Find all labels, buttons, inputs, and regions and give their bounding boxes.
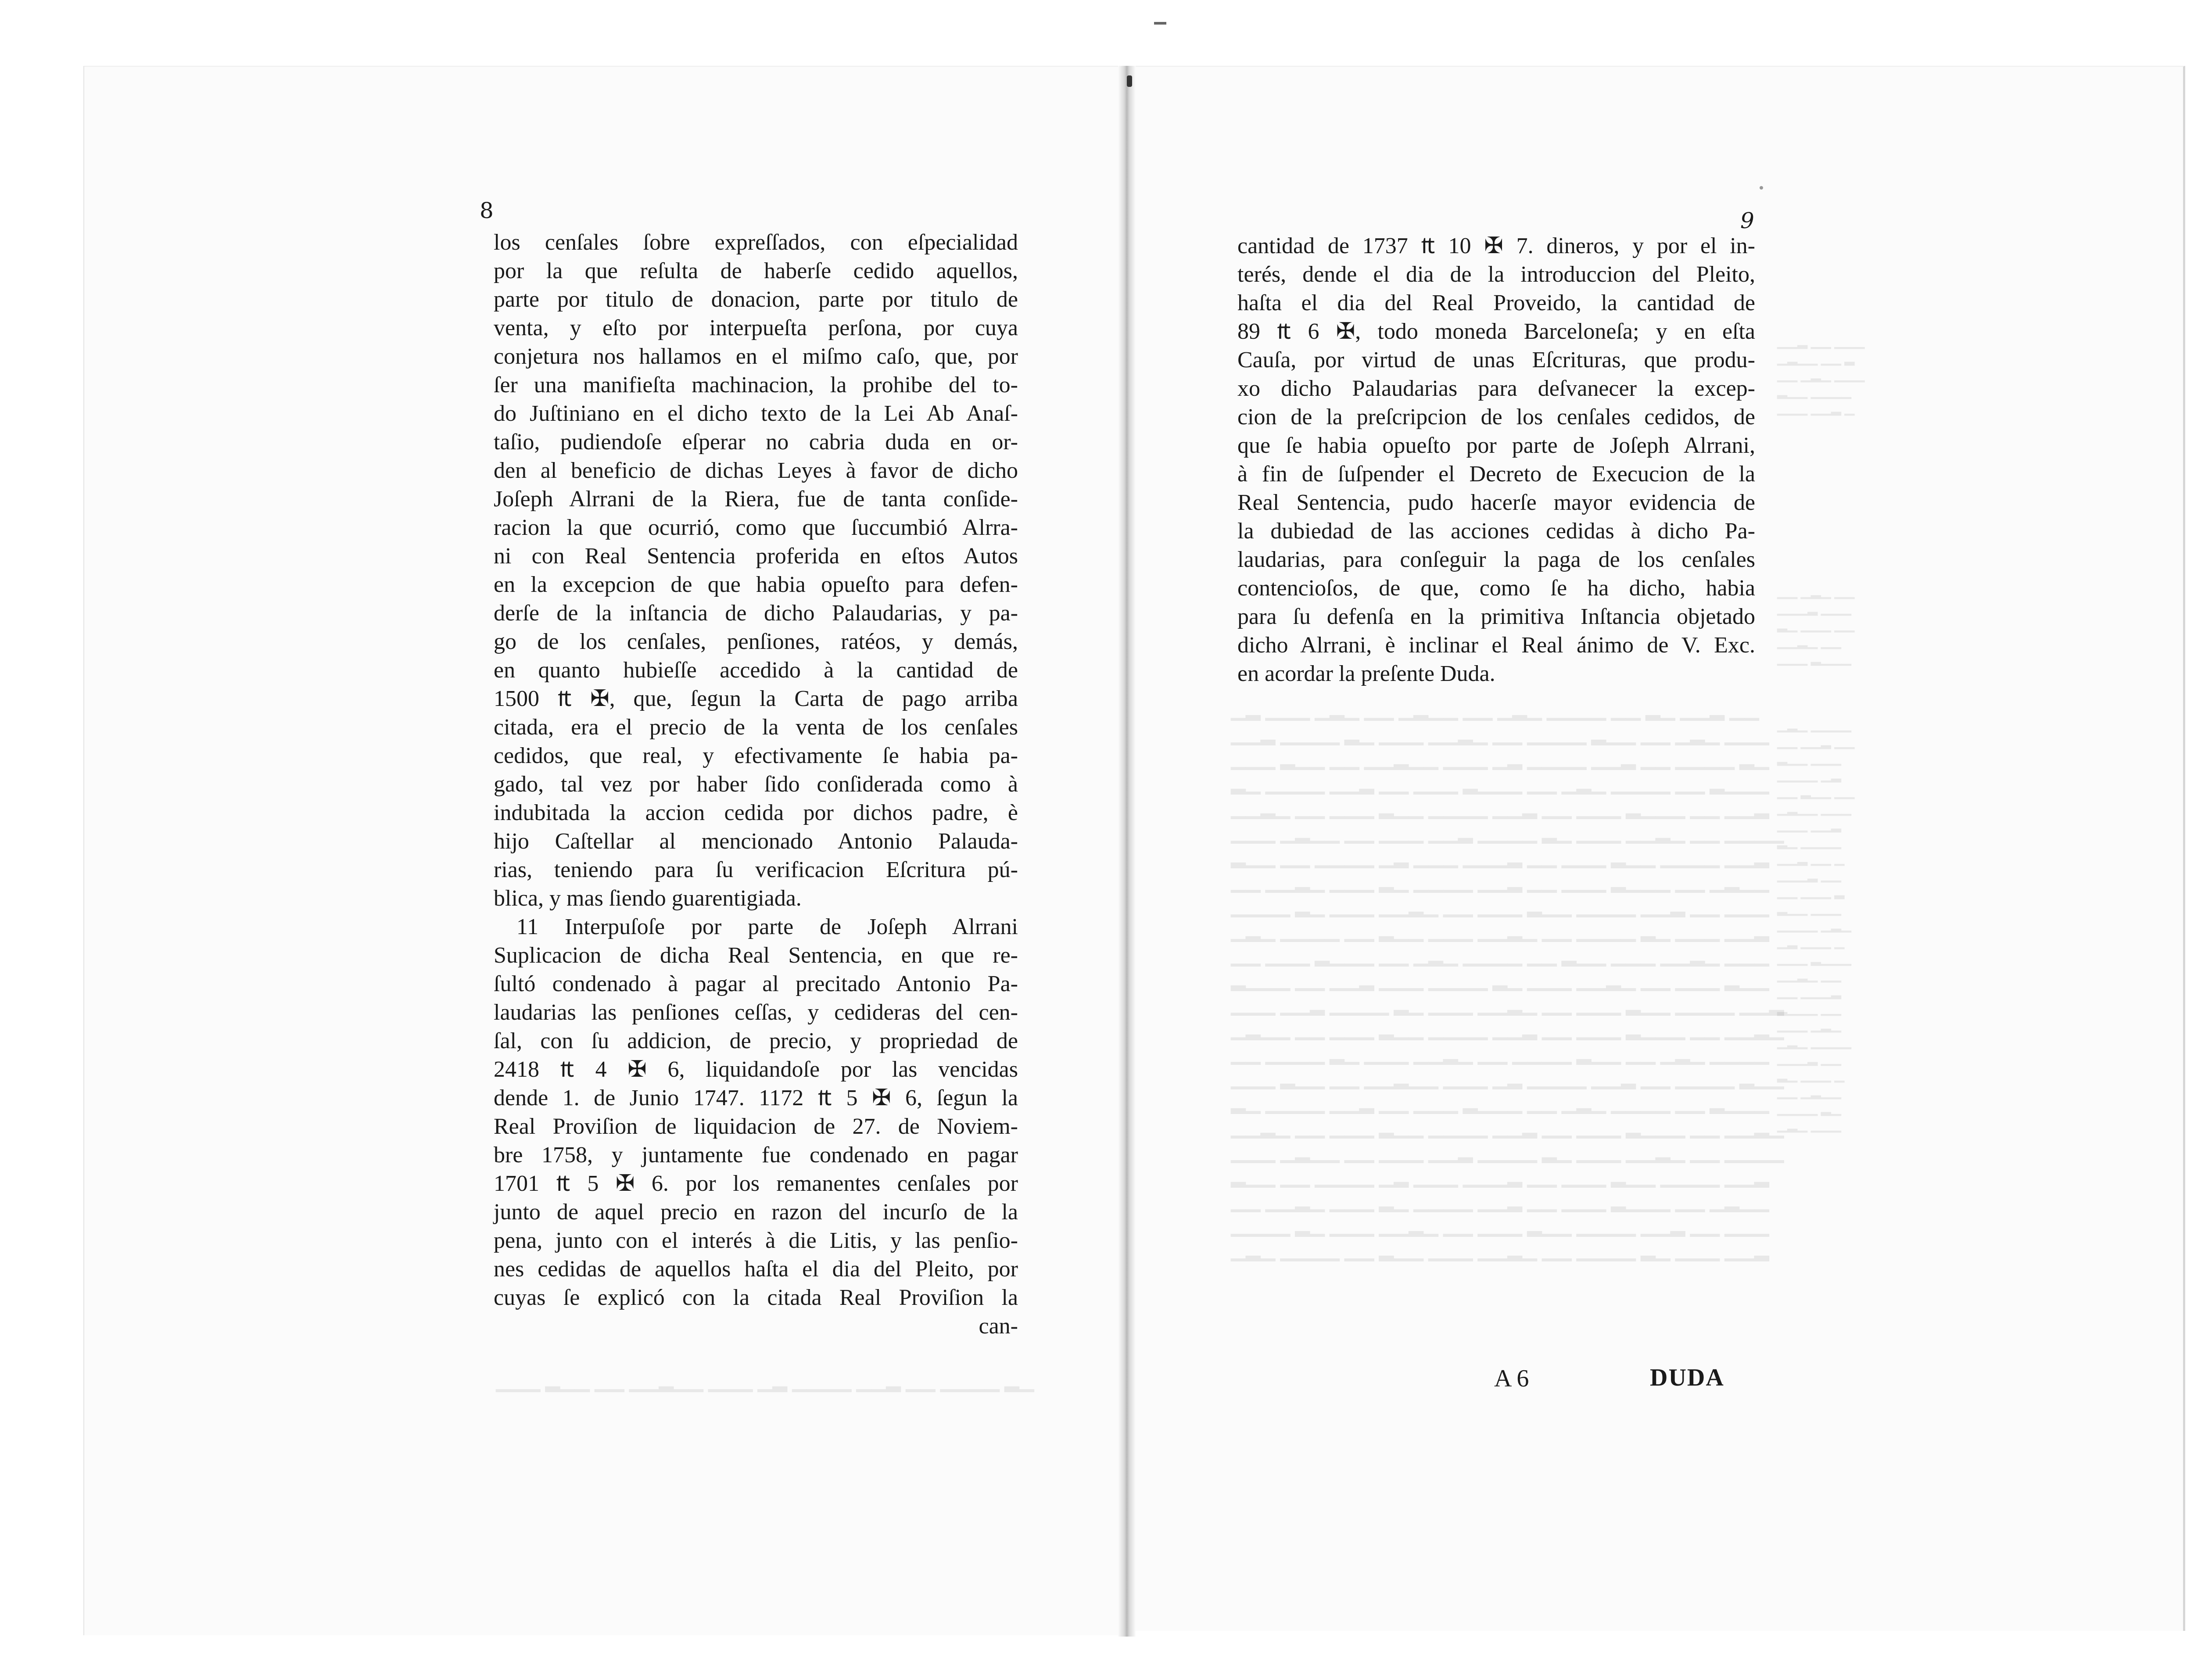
text-line: den al beneficio de dichas Leyes à favor de dicho [494, 458, 1018, 483]
text-line: 11 Interpuſoſe por parte de Joſeph Alrrani [516, 914, 1018, 939]
text-line: por la que reſulta de haberſe cedido aquellos, [494, 258, 1018, 283]
text-line: conjetura nos hallamos en el miſmo caſo, que, por [494, 344, 1018, 369]
book-gutter [1118, 66, 1136, 1637]
show-through-text: ▁▂ ▁▁▁ ▁▂▁ ▁▁ ▁▂▁▁ ▁▁ ▁▂▁ ▁▁▁▁ ▁▁ ▂▁ ▁▁▂ ▁▁ ▁▁▂ ▁▁▁▁ ▂▁ ▁▁▁ ▁▁▂▁ ▁▁ ▁▁▁▁ ▂▁▁ ▁▁ ▁▂▁ ▁▁▁ ▁▁▁ ▂▁▁ ▁▁ ▁▁▂▁▁ ▁▁▁ ▁▂ ▁▁▁▁ ▁▁▂ ▁▁ ▁▁▁▁ ▂▁ ▂▁ ▁▁▁▁ ▁▁▂ ▁▁ ▁▁▁ ▂▁▁▁ ▁▁ ▁▂▁ ▁▁▁▁ ▁▁ ▂▁▁▁ ▁▁▂▁ ▁▁ ▁▁▁ ▂▁▁ ▁▁▁▁ ▁▁▂ ▁▁ ▁▁▁ ▂▁▁▁ ▁▁ ▁▁▂ ▁▁▁ ▁▂▁▁ ▁▁ ▁▁▁ ▁▁▂ ▁▁▁▁ ▂▁ ▁▁▁ ▁▁▂▁ ▁▁ ▁▁▁▁ ▂▁▁ ▁▁ ▁▁▁▁ ▁▂ ▁▁▁ ▁▁▁▂ ▁▁ ▁▁▁ ▂▁▁ ▁▁▁▁ ▁▁▂ ▁▁ ▁▁▂▁ ▁▁▁ ▂▁ ▁▁▁▁ ▁▁▂ ▁▁ ▁▁▁ ▂▁▁▁ ▁▁ ▁▂▁▁ ▁▁▁▁ ▂▁ ▁▁▁ ▁▁▂▁ ▁▁ ▁▁▁ ▂▁▁ ▁▁▁▁ ▁▁▂ ▁▁ ▁▁▁ ▁▂▁ ▁▁▁▁ ▁▁ ▂▁▁ ▁▁▁ ▁▁▂▁ ▁▁ ▁▁▁▁ ▂▁ ▁▁▁ ▁▁▂ ▁▁ ▁▁▁ ▂▁▁▁ ▁▁ ▁▂▁ ▁▁▁▁ ▁▁ ▂▁▁ ▁▁▁ ▁▁▂▁ ▁▁▁ ▂▁▁▁ ▁▁ ▁▁▂ ▁▁▁ ▁▁▁▁ ▂▁ ▁▁▁ ▁▁▂▁ ▁▁ ▁▁▁ ▂▁▁ ▁▁▁ ▁▁▂ ▁▁▁▁ ▂▁ ▁▁▁ ▁▁▂▁ ▁▁ ▁▁▁ ▂▁▁ ▁▁▁▁ ▁▁▂ ▁▂▁▁ ▁▁ ▁▁▁ ▂▁▁ ▁▁▁▁ ▁▁▂ ▁▁ ▁▁▁ ▂▁▁▁ ▁▁ ▁▁▂▁ ▁▁ ▁▁▁▁ ▂▁ ▁▁▁ ▁▁▂▁ ▁▁ ▁▁▁▁ ▂▁▁ ▁▁ ▁▂▁ ▁▁▁▁ ▁▁▁ ▂▁▁ ▁▁ ▁▁▂▁▁ ▁▁▁ ▁▂ ▁▁▁▁ ▁▁▂ ▁▁ ▁▁▁▁ ▂▁▁ ▂▁ ▁▁▁▁ ▁▁▂ ▁▁ ▁▁▁ ▂▁▁▁ ▁▁ ▁▂▁ ▁▁▁▁ ▁▁ ▂▁▁▁ ▁▁▂▁ ▁▁ ▁▁▁ ▂▁▁ ▁▁▁▁ ▁▁▂ ▁▁ ▁▁▁ ▂▁▁▁ ▁▁ ▁▁▂▁ ▁▁▁ ▁▂▁▁ ▁▁ ▁▁▁ ▁▁▂ ▁▁▁▁ ▂▁ ▁▁▁ ▁▁▂▁ ▁▁ ▁▁▁▁ ▂▁▁ ▁▁ ▁▁▁▁ ▁▂ ▁▁▁ ▁▁▁▂ ▁▁ ▁▁▁ ▂▁▁ ▁▁▁▁ ▁▁▂ ▁▁ ▁▁▂▁ ▁▁▁ ▂▁ ▁▁▁▁ ▁▁▂ ▁▁ ▁▁▁ ▂▁▁▁ ▁▁ ▁▂▁▁ ▁▁▁▁ ▂▁ ▁▁▁ ▁▁▂▁ ▁▁ ▁▁▁ ▂▁▁ ▁▁▁▁ ▁▁▂ ▁▁ ▁▁▁ ▁▂▁ ▁▁▁▁ ▁▁ ▂▁▁ ▁▁▁ ▁▁▂▁ ▁▁ ▁▁▁▁ ▂▁ ▁▁▁ ▁▁▂ [1231, 699, 1784, 1261]
show-through-margin-notes: ▁▁▂ ▁▁ ▁▁▁ ▁▂▁▁ ▁▁ ▂ ▁▁ ▁▂▁ ▁▁▁ ▂▁▁ ▁▁▁▁ ▁▁▁ ▁▁▂ ▁ ▁▁ ▁▂▁ ▁▁ ▁▁▁▂ ▁▁▁ ▂▁ ▁▁▁ ▁▁ ▁▁▂▁ ▁▁ ▁▁▁ ▂▁▁▁ ▁▂▁ ▁▁▁▁ ▁▁ ▁▁▂ ▁▁ ▂▁▁ ▁▁▁ ▁▁▁▁ ▁▂ ▁▁ ▂▁▁ ▁▁ ▁▂▁▁ ▁▁▁ ▁▁▁ ▁▁▂ ▂▁ ▁▁▁▁ ▁▁▂ ▁▁ ▁ ▁▁▁▂ ▁▁ ▁▁ ▁▁▁ ▂ ▂▁▁ ▁▁▁ ▁▁▁▁ ▁▂▁ ▁▂ ▁▁▁ ▁ ▁▁▁ ▂▁▁▁ ▁▁▂▁ ▁▁ ▁▁ ▁▁▁▂ ▂▁▁▁ ▁▁ ▁▁▁ ▁▂▁ ▁▂▁ ▁▁▁▁ ▁▁▁▂ ▁▁ ▂▁ ▁▁▁ ▁ ▁▁ ▁▂▁▁ ▁▁▁▁ ▂▁ ▁▂▁ ▁▁▁ [1777, 334, 1865, 1132]
paper-speck [1760, 186, 1763, 190]
left-page-number: 8 [480, 198, 494, 223]
right-page-number: 9 [1740, 208, 1754, 233]
text-line: 2418 ₶ 4 ✠ 6, liquidandoſe por las vencidas [494, 1057, 1018, 1082]
text-line: terés, dende el dia de la introduccion del Pleito, [1237, 262, 1755, 287]
text-line: gado, tal vez por haber ſido conſiderada como à [494, 772, 1018, 797]
text-line: contencioſos, de que, como ſe ha dicho, habia [1237, 576, 1755, 601]
text-line: ſer una manifieſta machinacion, la prohibe del to- [494, 373, 1018, 398]
right-page-body [1237, 232, 1755, 688]
text-line: dicho Alrrani, è inclinar el Real ánimo de V. Exc. [1237, 633, 1755, 658]
text-line: bre 1758, y juntamente fue condenado en pagar [494, 1143, 1018, 1168]
text-line: venta, y eſto por interpueſta perſona, por cuya [494, 315, 1018, 340]
text-line: los cenſales ſobre expreſſados, con eſpecialidad [494, 230, 1018, 255]
catchword-left: can- [979, 1314, 1018, 1339]
binding-pin-mark [1127, 75, 1132, 87]
text-line: dende 1. de Junio 1747. 1172 ₶ 5 ✠ 6, ſegun la [494, 1085, 1018, 1110]
text-line: cantidad de 1737 ₶ 10 ✠ 7. dineros, y por el in- [1237, 233, 1755, 258]
text-line: en acordar la preſente Duda. [1237, 661, 1495, 686]
text-line: Cauſa, por virtud de unas Eſcrituras, que produ- [1237, 347, 1755, 373]
text-line: derſe de la inſtancia de dicho Palaudarias, y pa- [494, 601, 1018, 626]
text-line: 1701 ₶ 5 ✠ 6. por los remanentes cenſales por [494, 1171, 1018, 1196]
text-line: Joſeph Alrrani de la Riera, fue de tanta conſide- [494, 487, 1018, 512]
text-line: en quanto hubieſſe accedido à la cantidad de [494, 658, 1018, 683]
text-line: junto de aquel precio en razon del incurſo de la [494, 1200, 1018, 1225]
text-line: la dubiedad de las acciones cedidas à dicho Pa- [1237, 519, 1755, 544]
text-line: do Juſtiniano en el dicho texto de la Lei Ab Anaſ- [494, 401, 1018, 426]
text-line: laudarias, para conſeguir la paga de los cenſales [1237, 547, 1755, 572]
text-line: 1500 ₶ ✠, que, ſegun la Carta de pago arriba [494, 686, 1018, 711]
text-line: rias, teniendo para ſu verificacion Eſcritura pú- [494, 857, 1018, 882]
text-line: taſio, pudiendoſe eſperar no cabria duda en or- [494, 430, 1018, 455]
text-line: xo dicho Palaudarias para deſvanecer la excep- [1237, 376, 1755, 401]
text-line: blica, y mas ſiendo guarentigiada. [494, 886, 802, 911]
left-page-body [494, 228, 1018, 1340]
text-line: ſal, con ſu addicion, de precio, y propriedad de [494, 1028, 1018, 1053]
text-line: pena, junto con el interés à die Litis, y las penſio- [494, 1228, 1018, 1253]
text-line: ſultó condenado à pagar al precitado Antonio Pa- [494, 971, 1018, 996]
signature-mark: A 6 [1494, 1365, 1529, 1392]
text-line: ni con Real Sentencia proferida en eſtos Autos [494, 544, 1018, 569]
text-line: Real Proviſion de liquidacion de 27. de Noviem- [494, 1114, 1018, 1139]
catchword-right: DUDA [1650, 1364, 1724, 1391]
text-line: cuyas ſe explicó con la citada Real Proviſion la [494, 1285, 1018, 1310]
text-line: Real Sentencia, pudo hacerſe mayor evidencia de [1237, 490, 1755, 515]
text-line: nes cedidas de aquellos haſta el dia del Pleito, por [494, 1257, 1018, 1282]
text-line: citada, era el precio de la venta de los cenſales [494, 715, 1018, 740]
text-line: hijo Caſtellar al mencionado Antonio Palauda- [494, 829, 1018, 854]
text-line: laudarias las penſiones ceſſas, y cedideras del cen- [494, 1000, 1018, 1025]
text-line: indubitada la accion cedida por dichos padre, è [494, 800, 1018, 825]
text-line: go de los cenſales, penſiones, ratéos, y demás, [494, 629, 1018, 654]
text-line: à fin de ſuſpender el Decreto de Execucion de la [1237, 462, 1755, 487]
text-line: para ſu defenſa en la primitiva Inſtancia objetado [1237, 604, 1755, 629]
scan-top-mark [1154, 22, 1166, 25]
text-line: en la excepcion de que habia opueſto para defen- [494, 572, 1018, 597]
text-line: parte por titulo de donacion, parte por titulo de [494, 287, 1018, 312]
text-line: cion de la preſcripcion de los cenſales cedidos, de [1237, 405, 1755, 430]
text-line: cedidos, que real, y efectivamente ſe habia pa- [494, 743, 1018, 768]
text-line: racion la que ocurrió, como que ſuccumbió Alrra- [494, 515, 1018, 540]
text-line: Suplicacion de dicha Real Sentencia, en que re- [494, 943, 1018, 968]
text-line: 89 ₶ 6 ✠, todo moneda Barceloneſa; y en eſta [1237, 319, 1755, 344]
show-through-footer: ▁▁▁ ▂▁▁ ▁▁ ▁▁▂▁▁ ▁▁▁ ▁▂ ▁▁▁▁ ▁▁▂ ▁▁ ▁▁▁▁ ▂▁ [496, 1370, 1034, 1392]
text-line: que ſe habia opueſto por parte de Joſeph Alrrani, [1237, 433, 1755, 458]
text-line: haſta el dia del Real Proveido, la cantidad de [1237, 290, 1755, 315]
